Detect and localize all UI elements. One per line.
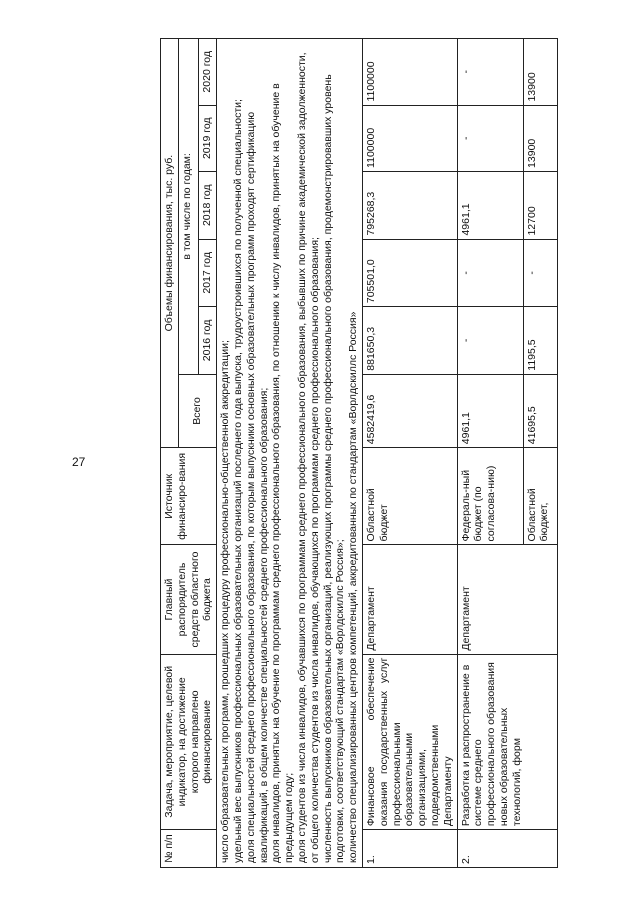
- header-task: Задача, мероприятие, целевой индикатор, на достижение которого направлено финансирование: [161, 654, 217, 830]
- page-number: 27: [72, 455, 86, 469]
- row-2017: 705501,0: [362, 239, 457, 307]
- header-by-years: в том числе по годам:: [178, 39, 199, 375]
- row-2019: 1100000: [362, 105, 457, 171]
- indicators-row: [217, 39, 363, 868]
- row-manager: Департамент: [457, 545, 557, 654]
- row-2016: -: [457, 307, 523, 375]
- header-source: Источник финансиро-вания: [161, 448, 217, 545]
- row-2020: 1100000: [362, 39, 457, 106]
- row-2016: 1195,5: [523, 307, 557, 375]
- indicators-cell: [217, 39, 363, 868]
- row-total: 4961,1: [457, 374, 523, 448]
- row-manager: Департамент: [362, 545, 457, 654]
- indicator-line: число образовательных программ, прошедших процедуру профессионально-общественной аккредитации;: [219, 340, 232, 863]
- header-num: № п/п: [161, 830, 217, 868]
- indicator-line: доля студентов из числа инвалидов, обучавшихся по программам среднего профессионального образования, выбывших по причине академической задолженности, от общего количества студентов из числа инвалидов, обучающихся по программам среднего профессионального образования;: [295, 52, 321, 863]
- row-total: 41695,5: [523, 374, 557, 448]
- rotated-page: [160, 38, 620, 868]
- header-year: 2016 год: [199, 307, 217, 375]
- row-2020: 13900: [523, 39, 557, 106]
- indicator-line: доля инвалидов, принятых на обучение по программам среднего профессионального образования, по отношению к числу инвалидов, принятых на обучение в предыдущем году;: [270, 83, 296, 863]
- row-task: Финансовое обеспечение оказания государственных услуг профессиональными образовательными организациями, подведомственными Департаменту: [362, 654, 457, 830]
- financing-table: [160, 38, 558, 868]
- header-year: 2020 год: [199, 39, 217, 106]
- header-total: Всего: [178, 374, 216, 448]
- row-2017: -: [523, 239, 557, 307]
- header-year: 2017 год: [199, 239, 217, 307]
- indicator-line: численность выпускников образовательных организаций, реализующих программы среднего профессионального образования, продемонстрировавших уровень подготовки, соответствующий стандартам «Ворлдскиллс Россия»;: [321, 74, 347, 863]
- row-total: 4582419,6: [362, 374, 457, 448]
- row-source: Федераль-ный бюджет (по согласова-нию): [457, 448, 523, 545]
- row-2017: -: [457, 239, 523, 307]
- indicator-line: удельный вес выпускников профессиональных образовательных организаций последнего года выпуска, трудоустроившихся по полученной специальности;: [231, 99, 244, 863]
- row-source: Областной бюджет,: [523, 448, 557, 545]
- row-source: Областной бюджет: [362, 448, 457, 545]
- header-row-1: [161, 39, 179, 868]
- row-2018: 795268,3: [362, 171, 457, 239]
- row-num: 2.: [457, 830, 557, 868]
- header-manager: Главный распорядитель средств областного бюджета: [161, 545, 217, 654]
- row-2018: 12700: [523, 171, 557, 239]
- header-volumes: Объемы финансирования, тыс. руб.: [161, 39, 179, 448]
- row-2019: 13900: [523, 105, 557, 171]
- row-2020: -: [457, 39, 523, 106]
- indicator-line: доля специальностей среднего профессионального образования, по которым выпускники основных образовательных программ проходят сертификацию квалификаций, в общем количестве специальностей среднего профессионального образования;: [244, 111, 270, 863]
- indicator-line: количество специализированных центров компетенций, аккредитованных по стандартам «Ворлдскиллс Россия»: [347, 311, 360, 863]
- header-year: 2019 год: [199, 105, 217, 171]
- header-year: 2018 год: [199, 171, 217, 239]
- row-2019: -: [457, 105, 523, 171]
- table-row: [362, 39, 457, 868]
- row-2018: 4961,1: [457, 171, 523, 239]
- row-num: 1.: [362, 830, 457, 868]
- table-row: [457, 39, 523, 868]
- row-task: Разработка и распространение в системе среднего профессионального образования новых образовательных технологий, форм: [457, 654, 557, 830]
- row-2016: 881650,3: [362, 307, 457, 375]
